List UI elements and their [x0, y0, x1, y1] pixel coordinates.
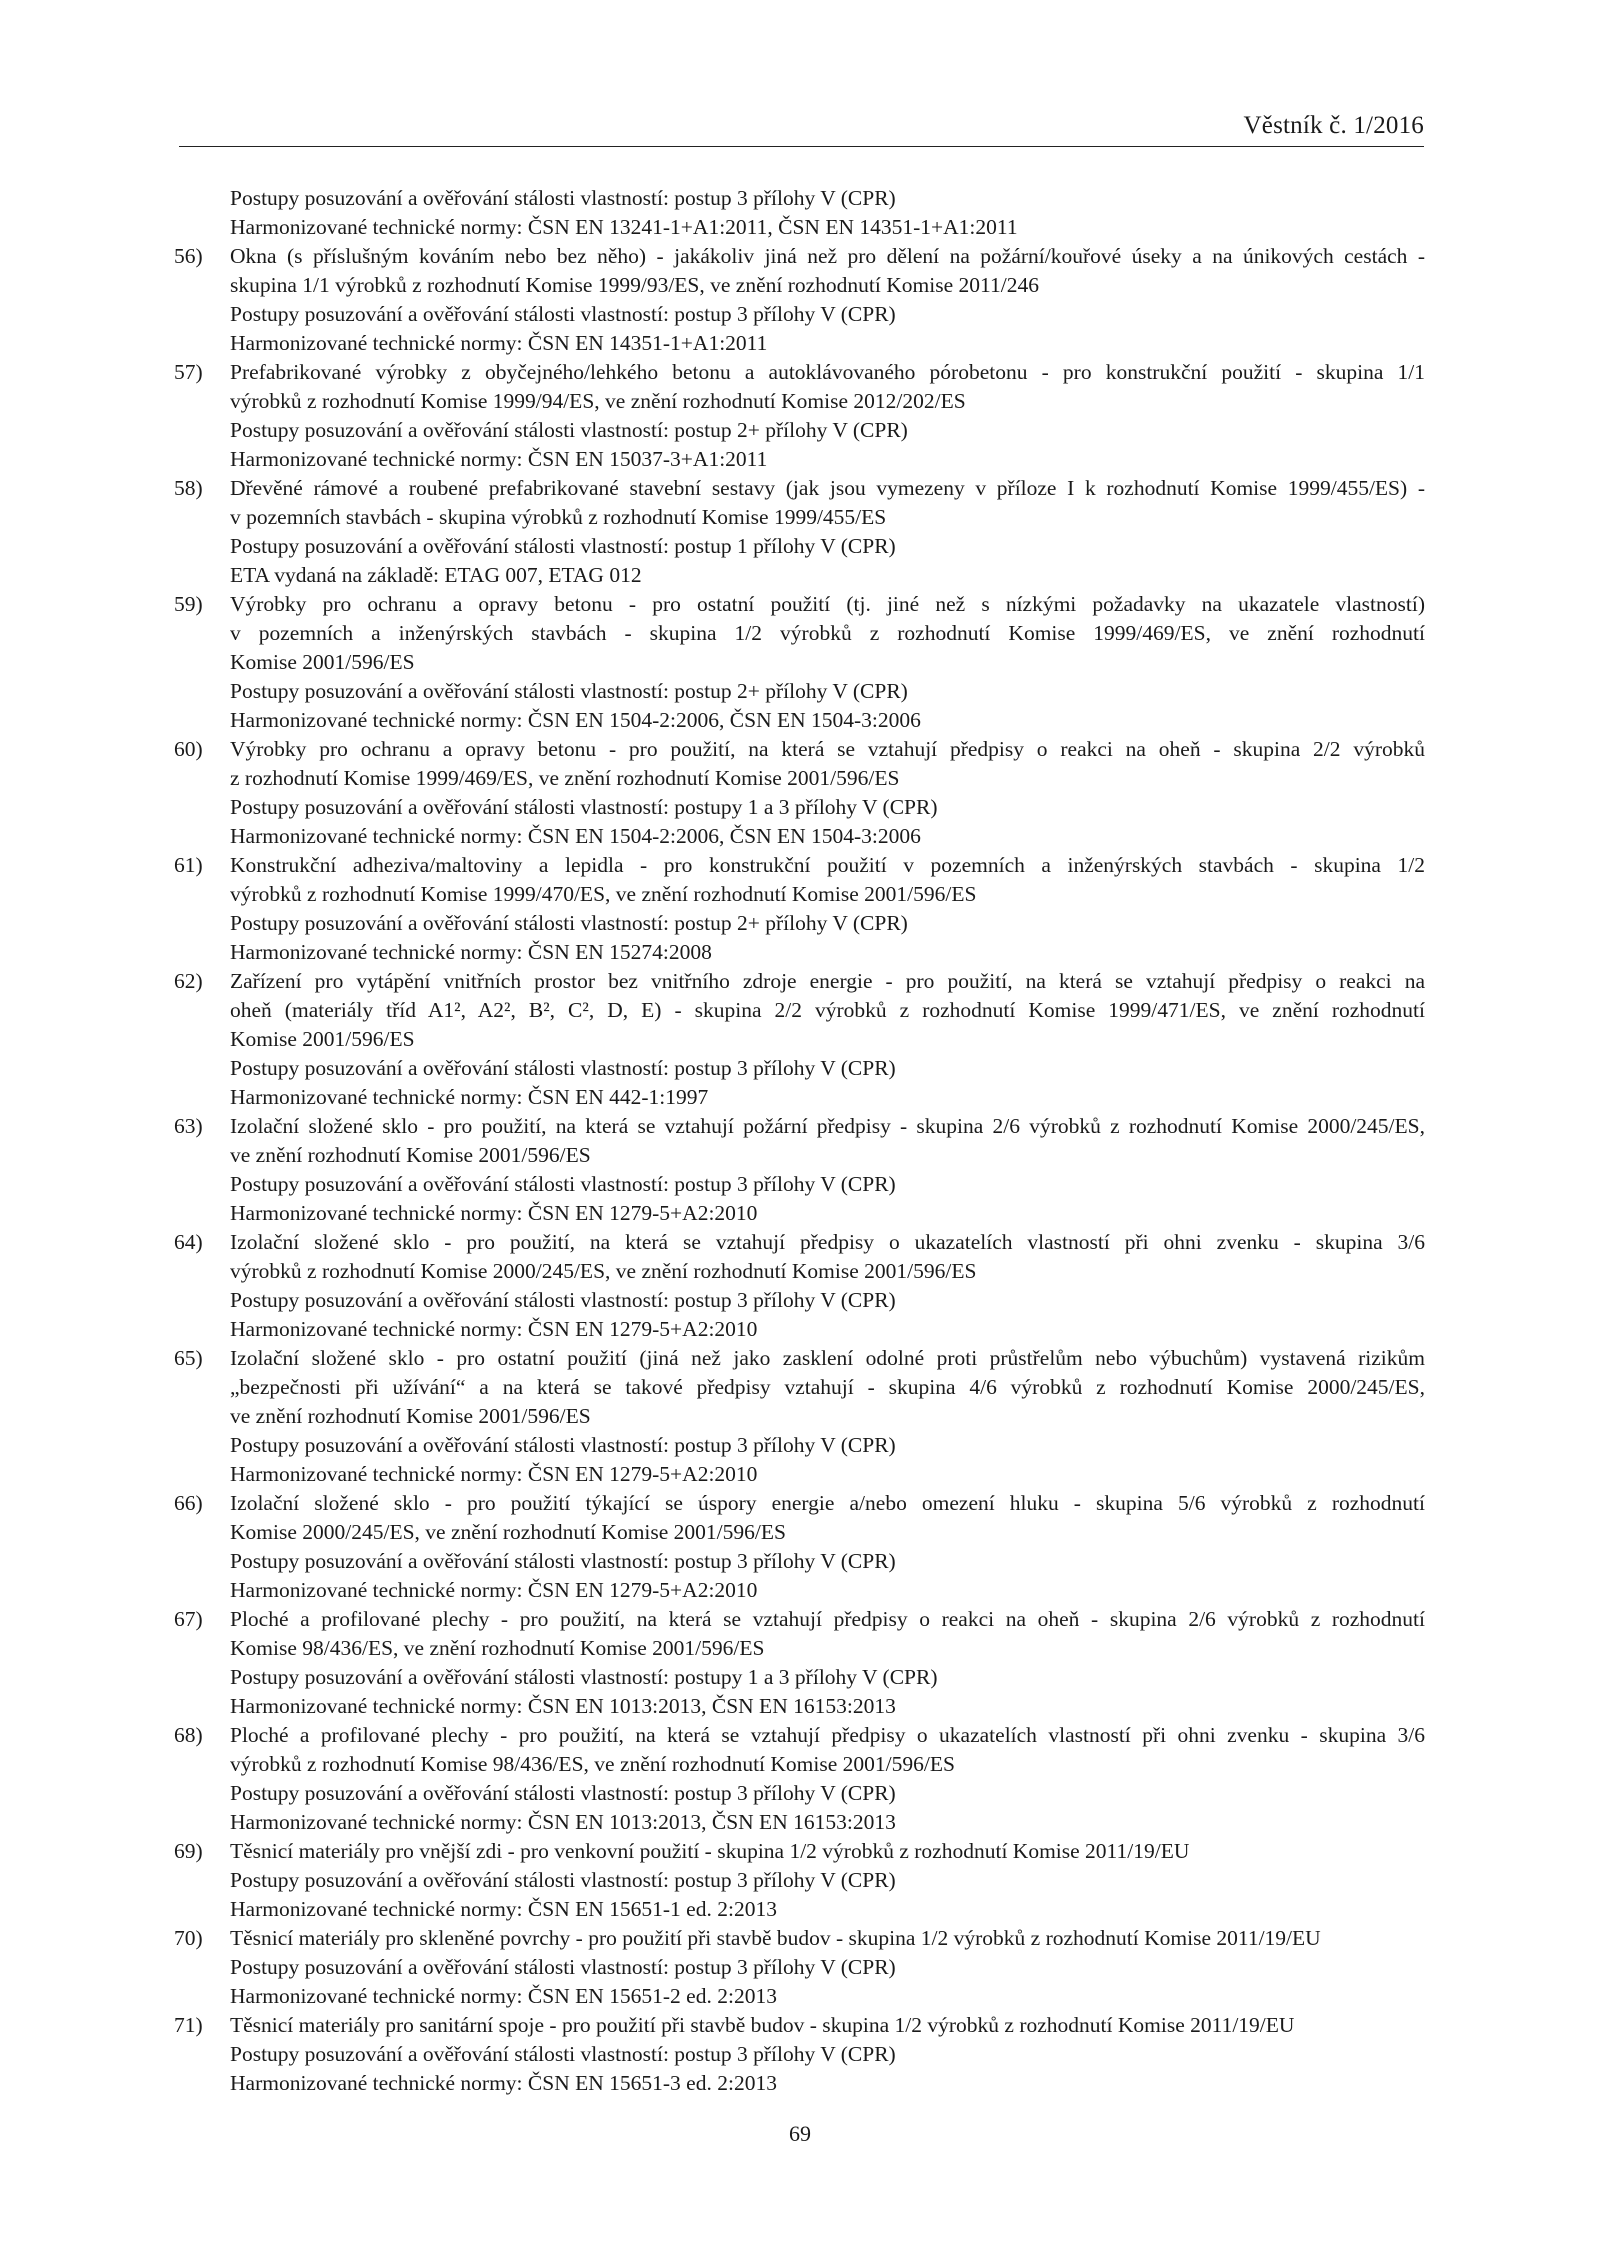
text-line — [0, 880, 1600, 909]
line-text: v pozemních a inženýrských stavbách - skupina 1/2 výrobků z rozhodnutí Komise 1999/469/ES, ve znění rozhodnutí — [230, 621, 1425, 645]
journal-title: Věstník č. 1/2016 — [1243, 112, 1424, 139]
text-line — [0, 1083, 1600, 1112]
text-line — [0, 1750, 1600, 1779]
line-text: Harmonizované technické normy: ČSN EN 15651-1 ed. 2:2013 — [230, 1897, 777, 1921]
line-text: Komise 2001/596/ES — [230, 650, 415, 674]
list-item-start — [0, 1721, 1600, 1750]
page-number: 69 — [789, 2121, 811, 2146]
line-text: Postupy posuzování a ověřování stálosti vlastností: postup 3 přílohy V (CPR) — [230, 302, 896, 326]
line-text: Harmonizované technické normy: ČSN EN 1279-5+A2:2010 — [230, 1317, 758, 1341]
text-line — [0, 648, 1600, 677]
text-line — [0, 1663, 1600, 1692]
line-text: ve znění rozhodnutí Komise 2001/596/ES — [230, 1404, 591, 1428]
text-line — [0, 1315, 1600, 1344]
text-line — [0, 1141, 1600, 1170]
line-text: Těsnicí materiály pro sanitární spoje - pro použití při stavbě budov - skupina 1/2 výrobků z rozhodnutí Komise 2011/19/EU — [230, 2013, 1295, 2037]
page-header — [179, 112, 1424, 147]
line-text: výrobků z rozhodnutí Komise 1999/94/ES, ve znění rozhodnutí Komise 2012/202/ES — [230, 389, 966, 413]
line-text: Konstrukční adheziva/maltoviny a lepidla - pro konstrukční použití v pozemních a inženýrských stavbách - skupina 1/2 — [230, 853, 1425, 877]
document-body — [0, 184, 1600, 2098]
line-text: Ploché a profilované plechy - pro použití, na která se vztahují předpisy o reakci na oheň - skupina 2/6 výrobků z rozhodnutí — [230, 1607, 1425, 1631]
item-number: 68) — [174, 1723, 203, 1747]
list-item-start — [0, 1228, 1600, 1257]
line-text: Postupy posuzování a ověřování stálosti vlastností: postup 3 přílohy V (CPR) — [230, 1056, 896, 1080]
text-line — [0, 1054, 1600, 1083]
list-item-start — [0, 735, 1600, 764]
item-number: 66) — [174, 1491, 203, 1515]
text-line — [0, 1518, 1600, 1547]
line-text: Harmonizované technické normy: ČSN EN 1504-2:2006, ČSN EN 1504-3:2006 — [230, 824, 921, 848]
line-text: Harmonizované technické normy: ČSN EN 1279-5+A2:2010 — [230, 1578, 758, 1602]
item-number: 56) — [174, 244, 203, 268]
line-text: Harmonizované technické normy: ČSN EN 15037-3+A1:2011 — [230, 447, 768, 471]
list-item-start — [0, 242, 1600, 271]
line-text: Komise 2000/245/ES, ve znění rozhodnutí Komise 2001/596/ES — [230, 1520, 786, 1544]
text-line — [0, 1982, 1600, 2011]
text-line — [0, 1895, 1600, 1924]
item-number: 60) — [174, 737, 203, 761]
text-line — [0, 764, 1600, 793]
text-line — [0, 387, 1600, 416]
line-text: Okna (s příslušným kováním nebo bez něho) - jakákoliv jiná než pro dělení na požární/kouřové úseky a na únikových cestách - — [230, 244, 1425, 268]
line-text: Postupy posuzování a ověřování stálosti vlastností: postup 3 přílohy V (CPR) — [230, 186, 896, 210]
text-line — [0, 938, 1600, 967]
line-text: Postupy posuzování a ověřování stálosti vlastností: postup 2+ přílohy V (CPR) — [230, 911, 908, 935]
item-number: 71) — [174, 2013, 203, 2037]
line-text: z rozhodnutí Komise 1999/469/ES, ve znění rozhodnutí Komise 2001/596/ES — [230, 766, 900, 790]
item-number: 64) — [174, 1230, 203, 1254]
line-text: Dřevěné rámové a roubené prefabrikované stavební sestavy (jak jsou vymezeny v příloze I k rozhodnutí Komise 1999/455/ES) - — [230, 476, 1425, 500]
text-line — [0, 1460, 1600, 1489]
list-item-start — [0, 1489, 1600, 1518]
text-line — [0, 996, 1600, 1025]
line-text: ve znění rozhodnutí Komise 2001/596/ES — [230, 1143, 591, 1167]
item-number: 69) — [174, 1839, 203, 1863]
text-line — [0, 1547, 1600, 1576]
line-text: Výrobky pro ochranu a opravy betonu - pro ostatní použití (tj. jiné než s nízkými požadavky na ukazatele vlastností) — [230, 592, 1425, 616]
line-text: Izolační složené sklo - pro ostatní použití (jiná než jako zasklení odolné proti průstřelům nebo výbuchům) vystavená rizikům — [230, 1346, 1425, 1370]
line-text: Harmonizované technické normy: ČSN EN 1013:2013, ČSN EN 16153:2013 — [230, 1694, 896, 1718]
line-text: Výrobky pro ochranu a opravy betonu - pro použití, na která se vztahují předpisy o reakci na oheň - skupina 2/2 výrobků — [230, 737, 1425, 761]
text-line — [0, 706, 1600, 735]
text-line — [0, 619, 1600, 648]
text-line — [0, 1779, 1600, 1808]
item-number: 70) — [174, 1926, 203, 1950]
text-line — [0, 1170, 1600, 1199]
text-line — [0, 503, 1600, 532]
text-line — [0, 561, 1600, 590]
item-number: 67) — [174, 1607, 203, 1631]
line-text: výrobků z rozhodnutí Komise 2000/245/ES, ve znění rozhodnutí Komise 2001/596/ES — [230, 1259, 977, 1283]
line-text: Komise 98/436/ES, ve znění rozhodnutí Komise 2001/596/ES — [230, 1636, 765, 1660]
text-line — [0, 1953, 1600, 1982]
text-line — [0, 909, 1600, 938]
line-text: Harmonizované technické normy: ČSN EN 15651-3 ed. 2:2013 — [230, 2071, 777, 2095]
line-text: Harmonizované technické normy: ČSN EN 14351-1+A1:2011 — [230, 331, 768, 355]
line-text: Izolační složené sklo - pro použití týkající se úspory energie a/nebo omezení hluku - skupina 5/6 výrobků z rozhodnutí — [230, 1491, 1425, 1515]
item-number: 65) — [174, 1346, 203, 1370]
line-text: Zařízení pro vytápění vnitřních prostor bez vnitřního zdroje energie - pro použití, na která se vztahují předpisy o reakci na — [230, 969, 1425, 993]
line-text: Izolační složené sklo - pro použití, na která se vztahují požární předpisy - skupina 2/6 výrobků z rozhodnutí Komise 2000/245/ES, — [230, 1114, 1425, 1138]
list-item-start — [0, 851, 1600, 880]
line-text: Harmonizované technické normy: ČSN EN 15651-2 ed. 2:2013 — [230, 1984, 777, 2008]
text-line — [0, 1025, 1600, 1054]
text-line — [0, 1866, 1600, 1895]
line-text: oheň (materiály tříd A1², A2², B², C², D, E) - skupina 2/2 výrobků z rozhodnutí Komise 1999/471/ES, ve znění rozhodnutí — [230, 998, 1425, 1022]
list-item-start — [0, 1112, 1600, 1141]
text-line — [0, 1634, 1600, 1663]
list-item-start — [0, 590, 1600, 619]
line-text: Postupy posuzování a ověřování stálosti vlastností: postup 3 přílohy V (CPR) — [230, 1955, 896, 1979]
line-text: Postupy posuzování a ověřování stálosti vlastností: postup 3 přílohy V (CPR) — [230, 1549, 896, 1573]
text-line — [0, 445, 1600, 474]
item-number: 57) — [174, 360, 203, 384]
line-text: Harmonizované technické normy: ČSN EN 15274:2008 — [230, 940, 712, 964]
list-item-start — [0, 358, 1600, 387]
line-text: Harmonizované technické normy: ČSN EN 13241-1+A1:2011, ČSN EN 14351-1+A1:2011 — [230, 215, 1018, 239]
text-line — [0, 1199, 1600, 1228]
text-line — [0, 184, 1600, 213]
line-text: ETA vydaná na základě: ETAG 007, ETAG 012 — [230, 563, 642, 587]
line-text: Postupy posuzování a ověřování stálosti vlastností: postup 2+ přílohy V (CPR) — [230, 418, 908, 442]
text-line — [0, 300, 1600, 329]
text-line — [0, 1257, 1600, 1286]
line-text: skupina 1/1 výrobků z rozhodnutí Komise 1999/93/ES, ve znění rozhodnutí Komise 2011/246 — [230, 273, 1039, 297]
list-item-start — [0, 2011, 1600, 2040]
line-text: Postupy posuzování a ověřování stálosti vlastností: postup 2+ přílohy V (CPR) — [230, 679, 908, 703]
line-text: Postupy posuzování a ověřování stálosti vlastností: postup 1 přílohy V (CPR) — [230, 534, 896, 558]
text-line — [0, 793, 1600, 822]
text-line — [0, 1808, 1600, 1837]
list-item-start — [0, 1924, 1600, 1953]
line-text: Těsnicí materiály pro vnější zdi - pro venkovní použití - skupina 1/2 výrobků z rozhodnutí Komise 2011/19/EU — [230, 1839, 1190, 1863]
text-line — [0, 532, 1600, 561]
line-text: výrobků z rozhodnutí Komise 98/436/ES, ve znění rozhodnutí Komise 2001/596/ES — [230, 1752, 955, 1776]
line-text: Těsnicí materiály pro skleněné povrchy - pro použití při stavbě budov - skupina 1/2 výrobků z rozhodnutí Komise 2011/19/EU — [230, 1926, 1321, 1950]
line-text: Postupy posuzování a ověřování stálosti vlastností: postupy 1 a 3 přílohy V (CPR) — [230, 1665, 938, 1689]
text-line — [0, 271, 1600, 300]
text-line — [0, 2040, 1600, 2069]
text-line — [0, 1576, 1600, 1605]
text-line — [0, 1692, 1600, 1721]
text-line — [0, 213, 1600, 242]
text-line — [0, 1431, 1600, 1460]
line-text: Postupy posuzování a ověřování stálosti vlastností: postup 3 přílohy V (CPR) — [230, 1781, 896, 1805]
line-text: Izolační složené sklo - pro použití, na která se vztahují předpisy o ukazatelích vlastností při ohni zvenku - skupina 3/6 — [230, 1230, 1425, 1254]
line-text: Postupy posuzování a ověřování stálosti vlastností: postup 3 přílohy V (CPR) — [230, 1868, 896, 1892]
line-text: Prefabrikované výrobky z obyčejného/lehkého betonu a autoklávovaného pórobetonu - pro konstrukční použití - skupina 1/1 — [230, 360, 1425, 384]
text-line — [0, 677, 1600, 706]
item-number: 61) — [174, 853, 203, 877]
line-text: Harmonizované technické normy: ČSN EN 1279-5+A2:2010 — [230, 1462, 758, 1486]
list-item-start — [0, 474, 1600, 503]
line-text: Ploché a profilované plechy - pro použití, na která se vztahují předpisy o ukazatelích vlastností při ohni zvenku - skupina 3/6 — [230, 1723, 1425, 1747]
text-line — [0, 2069, 1600, 2098]
line-text: Postupy posuzování a ověřování stálosti vlastností: postup 3 přílohy V (CPR) — [230, 2042, 896, 2066]
item-number: 62) — [174, 969, 203, 993]
line-text: výrobků z rozhodnutí Komise 1999/470/ES, ve znění rozhodnutí Komise 2001/596/ES — [230, 882, 977, 906]
text-line — [0, 1402, 1600, 1431]
item-number: 63) — [174, 1114, 203, 1138]
text-line — [0, 416, 1600, 445]
text-line — [0, 1286, 1600, 1315]
text-line — [0, 1373, 1600, 1402]
text-line — [0, 822, 1600, 851]
text-line — [0, 329, 1600, 358]
list-item-start — [0, 1605, 1600, 1634]
line-text: v pozemních stavbách - skupina výrobků z rozhodnutí Komise 1999/455/ES — [230, 505, 887, 529]
list-item-start — [0, 1344, 1600, 1373]
line-text: Harmonizované technické normy: ČSN EN 1279-5+A2:2010 — [230, 1201, 758, 1225]
line-text: Harmonizované technické normy: ČSN EN 1013:2013, ČSN EN 16153:2013 — [230, 1810, 896, 1834]
item-number: 58) — [174, 476, 203, 500]
line-text: Postupy posuzování a ověřování stálosti vlastností: postup 3 přílohy V (CPR) — [230, 1288, 896, 1312]
line-text: Harmonizované technické normy: ČSN EN 1504-2:2006, ČSN EN 1504-3:2006 — [230, 708, 921, 732]
line-text: Harmonizované technické normy: ČSN EN 442-1:1997 — [230, 1085, 709, 1109]
item-number: 59) — [174, 592, 203, 616]
line-text: „bezpečnosti při užívání“ a na která se takové předpisy vztahují - skupina 4/6 výrobků z rozhodnutí Komise 2000/245/ES, — [230, 1375, 1425, 1399]
list-item-start — [0, 1837, 1600, 1866]
list-item-start — [0, 967, 1600, 996]
line-text: Postupy posuzování a ověřování stálosti vlastností: postup 3 přílohy V (CPR) — [230, 1433, 896, 1457]
line-text: Komise 2001/596/ES — [230, 1027, 415, 1051]
line-text: Postupy posuzování a ověřování stálosti vlastností: postupy 1 a 3 přílohy V (CPR) — [230, 795, 938, 819]
line-text: Postupy posuzování a ověřování stálosti vlastností: postup 3 přílohy V (CPR) — [230, 1172, 896, 1196]
